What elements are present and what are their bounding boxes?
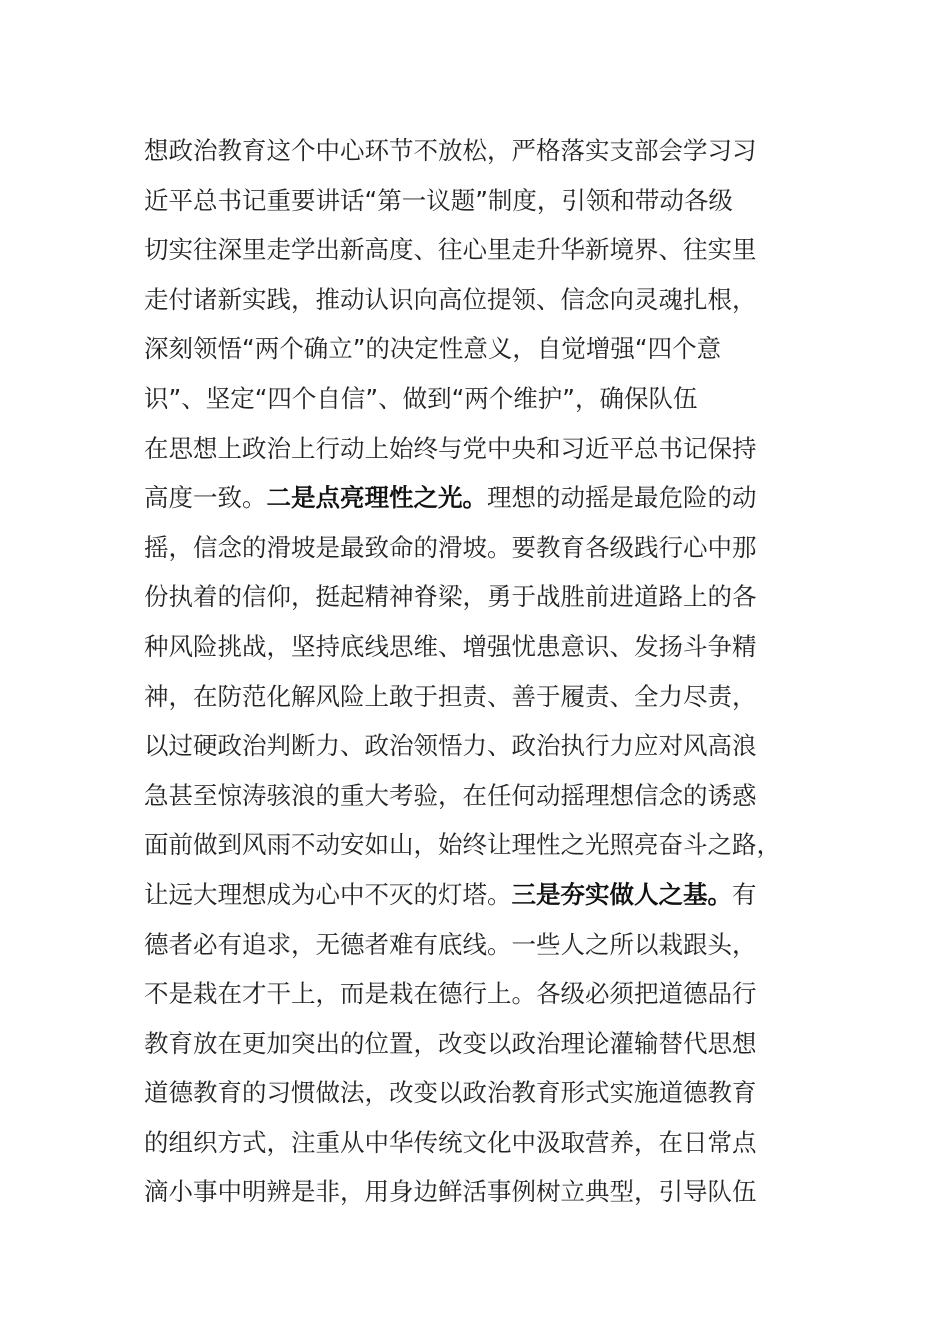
body-text: 滴小事中明辨是非，用身边鲜活事例树立典型，引导队伍 xyxy=(144,1177,757,1207)
text-line xyxy=(144,572,824,622)
body-text: 识”、坚定“四个自信”、做到“两个维护”，确保队伍 xyxy=(144,383,698,413)
text-line xyxy=(144,126,824,176)
body-paragraph xyxy=(144,126,824,1217)
body-text: 在思想上政治上行动上始终与党中央和习近平总书记保持 xyxy=(144,433,757,463)
text-line xyxy=(144,622,824,672)
body-text: 教育放在更加突出的位置，改变以政治理论灌输替代思想 xyxy=(144,1028,757,1058)
body-text: 德者必有追求，无德者难有底线。一些人之所以栽跟头， xyxy=(144,929,757,959)
body-text: 理想的动摇是最危险的动 xyxy=(487,483,757,513)
body-text: 以过硬政治判断力、政治领悟力、政治执行力应对风高浪 xyxy=(144,731,757,761)
text-line xyxy=(144,1118,824,1168)
text-line xyxy=(144,1068,824,1118)
text-line xyxy=(144,225,824,275)
text-line xyxy=(144,771,824,821)
body-text: 种风险挑战，坚持底线思维、增强忧患意识、发扬斗争精 xyxy=(144,631,757,661)
bold-heading-text: 三是夯实做人之基。 xyxy=(511,879,732,909)
text-line xyxy=(144,920,824,970)
text-line xyxy=(144,176,824,226)
text-line xyxy=(144,275,824,325)
text-line xyxy=(144,672,824,722)
text-line xyxy=(144,1167,824,1217)
body-text: 近平总书记重要讲话“第一议题”制度，引领和带动各级 xyxy=(144,185,733,215)
body-text: 切实往深里走学出新高度、往心里走升华新境界、往实里 xyxy=(144,235,757,265)
body-text: 高度一致。 xyxy=(144,483,267,513)
bold-heading-text: 二是点亮理性之光。 xyxy=(266,483,487,513)
body-text: 神，在防范化解风险上敢于担责、善于履责、全力尽责， xyxy=(144,681,757,711)
text-line xyxy=(144,1019,824,1069)
body-text: 的组织方式，注重从中华传统文化中汲取营养，在日常点 xyxy=(144,1127,757,1157)
body-text: 急甚至惊涛骇浪的重大考验，在任何动摇理想信念的诱惑 xyxy=(144,780,757,810)
text-line xyxy=(144,424,824,474)
text-line xyxy=(144,969,824,1019)
body-text: 走付诸新实践，推动认识向高位提领、信念向灵魂扎根， xyxy=(144,284,757,314)
text-line xyxy=(144,374,824,424)
body-text: 深刻领悟“两个确立”的决定性意义，自觉增强“四个意 xyxy=(144,334,722,364)
body-text: 摇，信念的滑坡是最致命的滑坡。要教育各级践行心中那 xyxy=(144,532,757,562)
body-text: 面前做到风雨不动安如山，始终让理性之光照亮奋斗之路， xyxy=(144,830,781,860)
text-line xyxy=(144,820,824,870)
body-text: 有 xyxy=(732,879,757,909)
body-text: 让远大理想成为心中不灭的灯塔。 xyxy=(144,879,512,909)
text-line xyxy=(144,523,824,573)
body-text: 道德教育的习惯做法，改变以政治教育形式实施道德教育 xyxy=(144,1078,757,1108)
text-line xyxy=(144,721,824,771)
body-text: 份执着的信仰，挺起精神脊梁，勇于战胜前进道路上的各 xyxy=(144,582,757,612)
text-line xyxy=(144,324,824,374)
body-text: 不是栽在才干上，而是栽在德行上。各级必须把道德品行 xyxy=(144,979,757,1009)
body-text: 想政治教育这个中心环节不放松，严格落实支部会学习习 xyxy=(144,136,757,165)
text-line xyxy=(144,870,824,920)
text-line xyxy=(144,473,824,523)
